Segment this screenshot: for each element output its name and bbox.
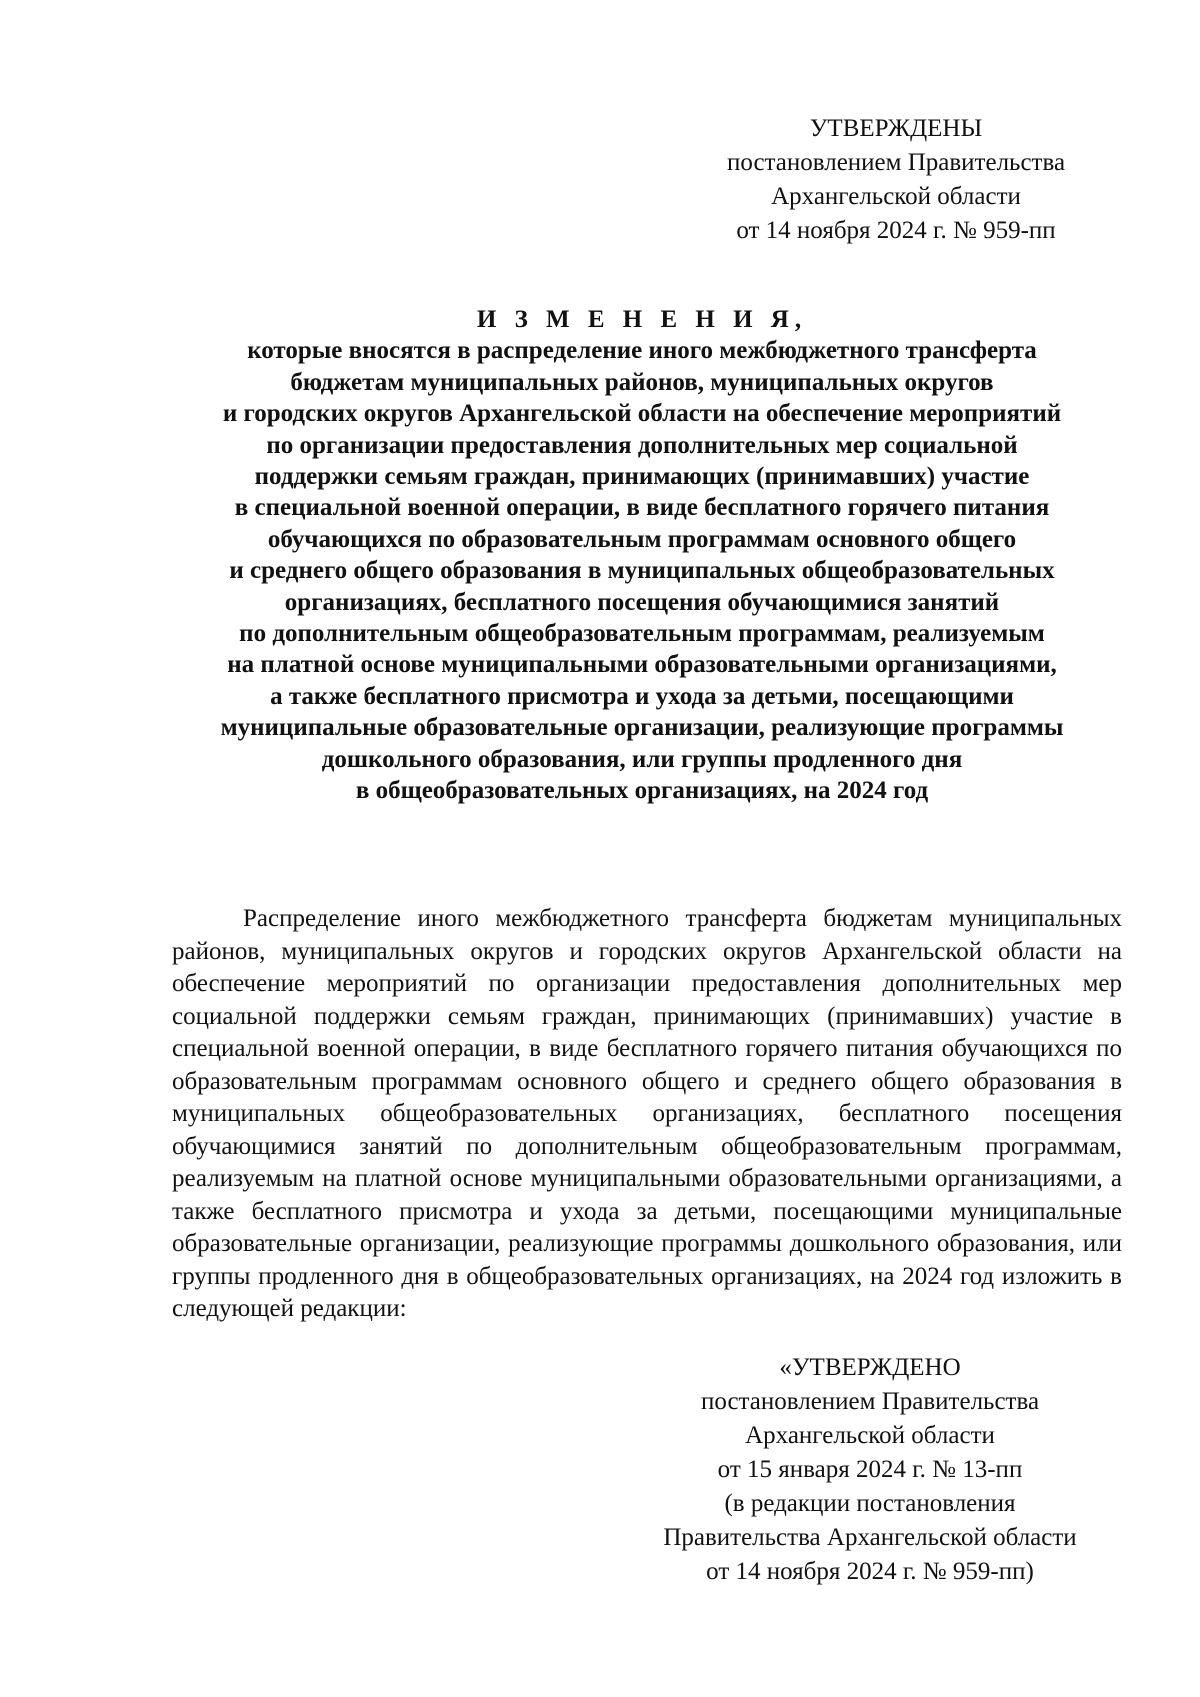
title-line: в общеобразовательных организациях, на 2024 год [355, 777, 929, 805]
title-line: на платной основе муниципальными образовательными организациями, [227, 651, 1057, 679]
approval-date-number: от 15 января 2024 г. № 13-пп [717, 1456, 1023, 1483]
approval-stamp-bottom [630, 1351, 1110, 1589]
approval-line: (в редакции постановления [724, 1490, 1016, 1517]
approval-line: Архангельской области [745, 1422, 995, 1449]
title-line: и среднего общего образования в муниципальных общеобразовательных [229, 557, 1055, 585]
title-line: муниципальные образовательные организации, реализующие программы [220, 714, 1064, 742]
title-line: поддержки семьям граждан, принимающих (принимавших) участие [254, 463, 1030, 491]
title-line: в специальной военной операции, в виде бесплатного горячего питания [234, 494, 1050, 522]
approval-line: постановлением Правительства [726, 149, 1066, 176]
title-line: дошкольного образования, или группы продленного дня [321, 745, 963, 773]
title-line: по дополнительным общеобразовательным программам, реализуемым [239, 620, 1045, 648]
approval-line: постановлением Правительства [700, 1388, 1040, 1415]
title-heading: И З М Е Н Е Н И Я, [476, 306, 808, 333]
body-paragraph: Распределение иного межбюджетного трансферта бюджетам муниципальных районов, муниципальных округов и городских округов Архангельской области на обеспечение мероприятий по организации предоставления дополнительных мер социальной поддержки семьям граждан, принимающих (принимавших) участие в специальной военной операции, в виде бесплатного горячего питания обучающихся по образовательным программам основного общего и среднего общего образования в муниципальных общеобразовательных организациях, бесплатного посещения обучающимися занятий по дополнительным общеобразовательным программам, реализуемым на платной основе муниципальными образовательными организациями, а также бесплатного присмотра и ухода за детьми, посещающими муниципальные образовательные организации, реализующие программы дошкольного образования, или группы продленного дня в общеобразовательных организациях, на 2024 год изложить в следующей редакции: [172, 905, 1122, 1322]
approval-date-number: от 14 ноября 2024 г. № 959-пп [736, 217, 1056, 244]
title-line: по организации предоставления дополнительных мер социальной [266, 431, 1018, 459]
approval-date-number: от 14 ноября 2024 г. № 959-пп) [706, 1558, 1034, 1585]
approval-line: Правительства Архангельской области [663, 1524, 1077, 1551]
approval-status: «УТВЕРЖДЕНО [779, 1354, 961, 1381]
document-title [160, 304, 1124, 807]
approval-stamp-top [690, 112, 1102, 248]
approval-status: УТВЕРЖДЕНЫ [809, 115, 983, 142]
title-line: которые вносятся в распределение иного межбюджетного трансферта [247, 337, 1037, 365]
title-line: бюджетам муниципальных районов, муниципальных округов [290, 368, 994, 396]
title-line: а также бесплатного присмотра и ухода за детьми, посещающими [270, 682, 1014, 710]
title-line: организациях, бесплатного посещения обучающимися занятий [284, 588, 1000, 616]
title-line: и городских округов Архангельской области на обеспечение мероприятий [222, 400, 1062, 428]
title-line: обучающихся по образовательным программам основного общего [267, 525, 1017, 553]
approval-line: Архангельской области [771, 183, 1021, 210]
